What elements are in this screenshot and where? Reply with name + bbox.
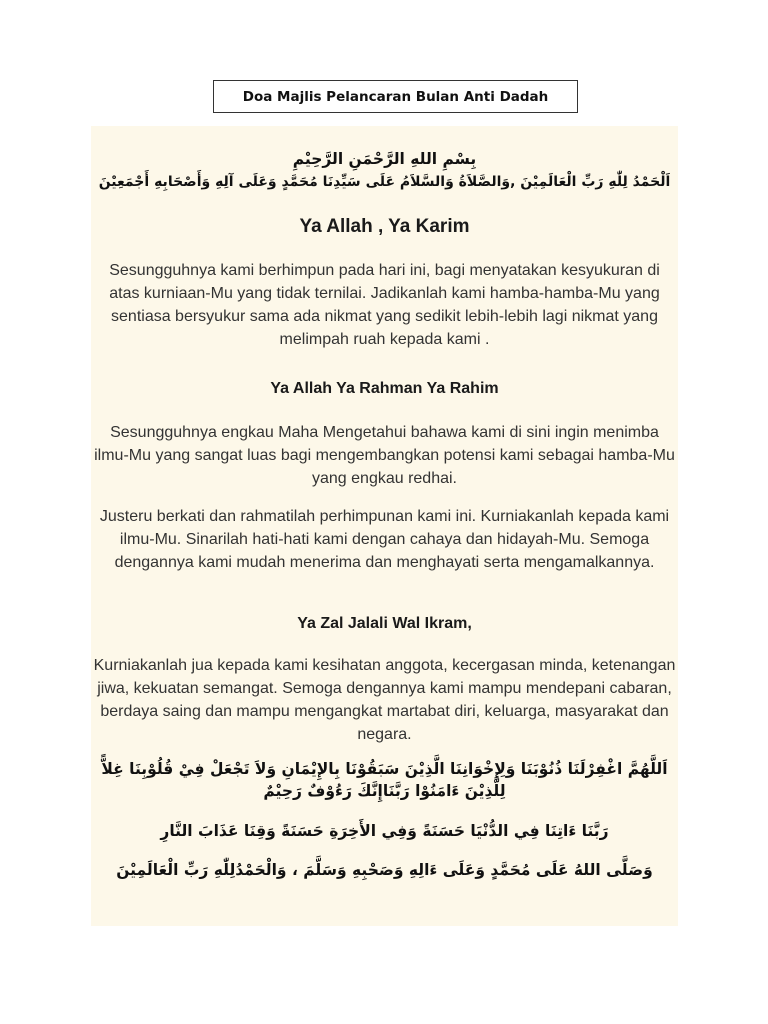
arabic-doa-1: اَللَّهُمَّ اغْفِرْلَنَا ذُنُوْبَنَا وَلِإِخْوَانِنَا الَّذِيْنَ سَبَقُوْنَا بِالإِيْمَانِ وَلاَ تَجْعَلْ فِيْ قُلُوْبِنَا غِلاًّ لِلَّذِيْنَ ءَامَنُوْا رَبَّنَاإِنَّكَ رَءُوْفٌ رَحِيْمٌ	[101, 760, 668, 800]
heading-ya-rahman-ya-rahim: Ya Allah Ya Rahman Ya Rahim	[270, 380, 499, 397]
document-title-box	[213, 80, 578, 113]
arabic-doa-3: وَصَلَّى اللهُ عَلَى مُحَمَّدٍ وَعَلَى ءَالِهِ وَصَحْبِهِ وَسَلَّمَ ، وَالْحَمْدُلِلّٰهِ رَبِّ الْعَالَمِيْنَ	[116, 861, 653, 879]
heading-ya-allah-ya-karim: Ya Allah , Ya Karim	[299, 216, 470, 237]
arabic-doa-2: رَبَّنَا ءَاتِنَا فِي الدُّنْيَا حَسَنَةً وَفِي الأَخِرَةِ حَسَنَةً وَقِنَا عَذَابَ النَّارِ	[160, 822, 609, 840]
heading-ya-zal-jalali: Ya Zal Jalali Wal Ikram,	[297, 615, 472, 632]
basmalah-text: بِسْمِ اللهِ الرَّحْمَنِ الرَّحِيْمِ	[292, 150, 477, 168]
prayer-panel	[91, 126, 678, 926]
paragraph-3: Justeru berkati dan rahmatilah perhimpunan kami ini. Kurniakanlah kepada kami ilmu-Mu. Sinarilah hati-hati kami dengan cahaya dan hidayah-Mu. Semoga dengannya kami mudah menerima dan menghayati serta mengamalkannya.	[99, 508, 670, 571]
paragraph-1: Sesungguhnya kami berhimpun pada hari ini, bagi menyatakan kesyukuran di atas kurniaan-Mu yang tidak ternilai. Jadikanlah kami hamba-hamba-Mu yang sentiasa bersyukur sama ada nikmat yang sedikit lebih-lebih lagi nikmat yang melimpah ruah kepada kami .	[109, 262, 660, 348]
document-title: Doa Majlis Pelancaran Bulan Anti Dadah	[242, 88, 549, 105]
paragraph-2: Sesungguhnya engkau Maha Mengetahui bahawa kami di sini ingin menimba ilmu-Mu yang sangat luas bagi mengembangkan potensi kami sebagai hamba-Mu yang engkau redhai.	[94, 424, 675, 487]
paragraph-4: Kurniakanlah jua kepada kami kesihatan anggota, kecergasan minda, ketenangan jiwa, kekuatan semangat. Semoga dengannya kami mampu mendepani cabaran, berdaya saing dan mampu mengangkat martabat diri, keluarga, masyarakat dan negara.	[93, 657, 676, 743]
hamdalah-text: اَلْحَمْدُ لِلّٰهِ رَبِّ الْعَالَمِيْنَ ,وَالصَّلاَةُ وَالسَّلاَمُ عَلَى سَيِّدِنَا مُحَمَّدٍ وَعَلَى آلِهِ وَأَصْحَابِهِ أَجْمَعِيْنَ	[98, 174, 671, 190]
